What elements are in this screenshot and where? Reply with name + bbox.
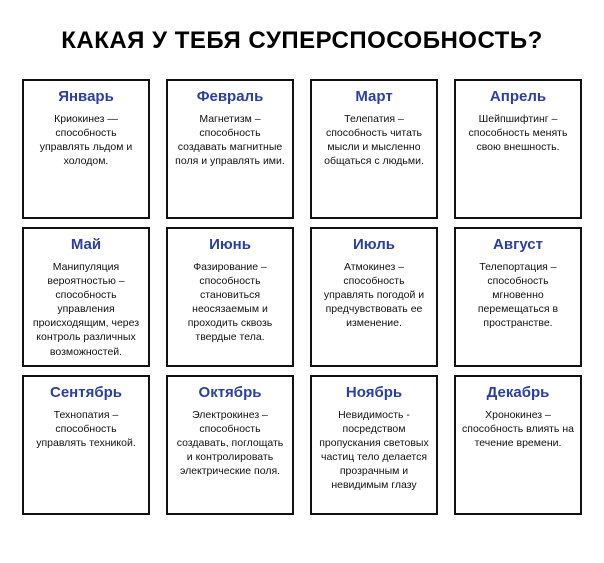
month-description: Хронокинез – способность влиять на течение времени. [462,408,574,449]
month-card-july [310,227,438,367]
month-description: Криокинез — способность управлять льдом и холодом. [39,112,133,168]
poster-root [0,27,604,563]
month-card-april [454,79,582,219]
month-card-june [166,227,294,367]
superpower-grid [22,79,582,515]
month-label: Апрель [489,88,547,105]
month-label: Январь [58,88,114,105]
month-label: Июль [353,236,395,253]
month-description: Электрокинез – способность создавать, поглощать и контролировать электрические поля. [176,408,284,478]
month-label: Октябрь [198,384,262,401]
month-card-august [454,227,582,367]
month-label: Июнь [209,236,251,253]
month-card-february [166,79,294,219]
month-card-november [310,375,438,515]
month-card-may [22,227,150,367]
page-title: КАКАЯ У ТЕБЯ СУПЕРСПОСОБНОСТЬ? [61,27,543,54]
month-label: Сентябрь [50,384,122,401]
month-label: Май [70,236,102,253]
month-label: Февраль [196,88,264,105]
month-card-march [310,79,438,219]
month-description: Магнетизм – способность создавать магнитные поля и управлять ими. [175,112,285,168]
month-card-september [22,375,150,515]
month-description: Телепортация – способность мгновенно перемещаться в пространстве. [477,260,559,330]
month-description: Невидимость - посредством пропускания световых частиц тело делается прозрачным и невидимым глазу [319,408,429,492]
month-description: Шейпшифтинг – способность менять свою внешность. [468,112,568,153]
month-card-january [22,79,150,219]
month-label: Март [355,88,393,105]
month-description: Атмокинез – способность управлять погодой и предчувствовать ее изменение. [323,260,425,330]
month-description: Манипуляция вероятностью – способность управления происходящим, через контроль различных возможностей. [32,260,140,358]
month-card-december [454,375,582,515]
month-description: Технопатия – способность управлять техникой. [36,408,136,449]
month-label: Ноябрь [345,384,403,401]
month-description: Фазирование – способность становиться неосязаемым и проходить сквозь твердые тела. [187,260,273,344]
month-label: Август [493,236,543,253]
month-card-october [166,375,294,515]
month-description: Телепатия – способность читать мысли и мысленно общаться с людьми. [324,112,424,168]
month-label: Декабрь [486,384,550,401]
